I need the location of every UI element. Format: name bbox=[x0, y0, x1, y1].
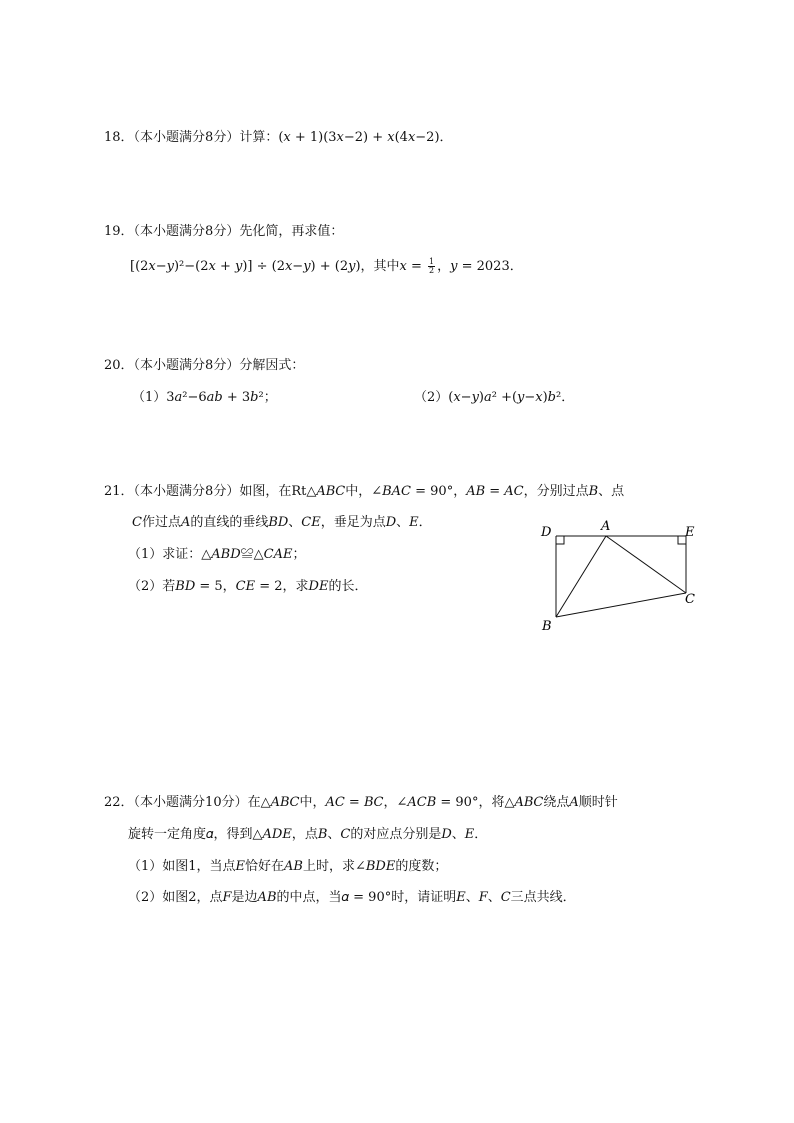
question-18 bbox=[104, 129, 453, 147]
question-22-part-1: （1）如图1，当点𝐸恰好在𝐴𝐵上时，求∠𝐵𝐷𝐸的度数； bbox=[128, 859, 448, 874]
label-B: B bbox=[542, 619, 552, 634]
label-D: D bbox=[541, 525, 552, 540]
question-21-figure bbox=[536, 518, 706, 638]
question-19-expression bbox=[130, 258, 523, 276]
label-C: C bbox=[685, 592, 695, 607]
label-A: A bbox=[601, 519, 611, 534]
question-18-text: 18．（本小题满分8分）计算：(𝑥 + 1)(3𝑥−2) + 𝑥(4𝑥−2)． bbox=[104, 130, 453, 145]
line-AC bbox=[606, 536, 686, 593]
question-19-expr: [(2𝑥−𝑦)²−(2𝑥 + 𝑦)] ÷ (2𝑥−𝑦) + (2𝑦)，其中𝑥 = bbox=[130, 259, 427, 274]
question-20-part-2: （2）(𝑥−𝑦)𝑎² +(𝑦−𝑥)𝑏²． bbox=[414, 390, 575, 405]
line-AB bbox=[556, 536, 606, 617]
question-22-part-2: （2）如图2，点𝐹是边𝐴𝐵的中点，当𝛼 = 90°时，请证明𝐸、𝐹、𝐶三点共线． bbox=[128, 890, 576, 905]
question-19-tail: ，𝑦 = 2023． bbox=[437, 259, 523, 274]
question-22-line-2: 旋转一定角度𝛼，得到△𝐴𝐷𝐸，点𝐵、𝐶的对应点分别是𝐷、𝐸． bbox=[128, 827, 488, 842]
question-22-line-1: 22．（本小题满分10分）在△𝐴𝐵𝐶中，𝐴𝐶 = 𝐵𝐶，∠𝐴𝐶𝐵 = 90°，将△𝐴𝐵𝐶绕点𝐴顺时针 bbox=[104, 795, 618, 810]
line-BC bbox=[556, 593, 686, 617]
question-21-line-1: 21．（本小题满分8分）如图，在Rt△𝐴𝐵𝐶中，∠𝐵𝐴𝐶 = 90°，𝐴𝐵 = 𝐴𝐶，分别过点𝐵、点 bbox=[104, 484, 625, 499]
question-19-heading: 19．（本小题满分8分）先化简，再求值： bbox=[104, 224, 344, 239]
question-20-part-1: （1）3𝑎²−6𝑎𝑏 + 3𝑏²； bbox=[132, 390, 277, 405]
label-E: E bbox=[685, 525, 695, 540]
right-angle-mark-D bbox=[556, 536, 564, 544]
question-21-part-1: （1）求证：△𝐴𝐵𝐷≌△𝐶𝐴𝐸； bbox=[128, 547, 306, 562]
question-21-part-2: （2）若𝐵𝐷 = 5，𝐶𝐸 = 2，求𝐷𝐸的长． bbox=[128, 579, 368, 594]
fraction-numerator: 1 bbox=[429, 257, 435, 266]
question-21-line-2: 𝐶作过点𝐴的直线的垂线𝐵𝐷、𝐶𝐸，垂足为点𝐷、𝐸． bbox=[132, 515, 432, 530]
question-20-heading: 20．（本小题满分8分）分解因式： bbox=[104, 358, 305, 373]
fraction-denominator: 2 bbox=[429, 266, 435, 275]
fraction-one-half bbox=[428, 258, 435, 275]
